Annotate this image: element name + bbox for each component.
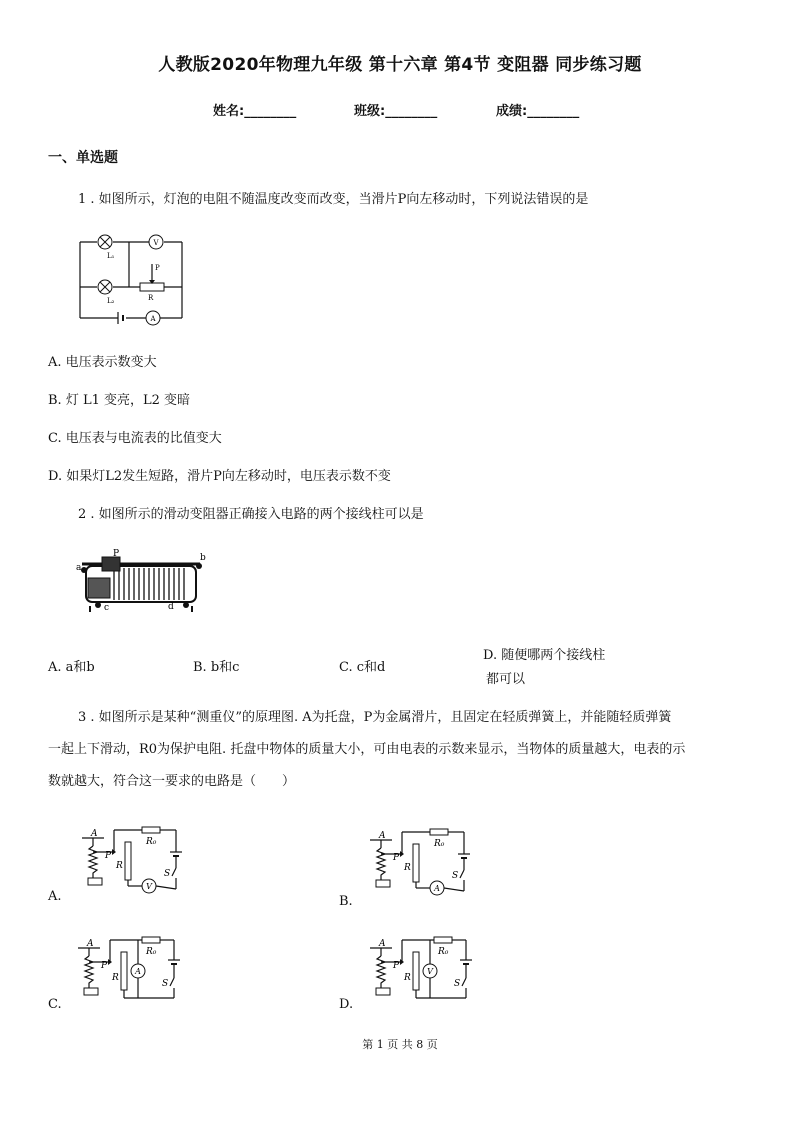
svg-text:R₀: R₀ xyxy=(146,837,157,847)
q3-figure-b xyxy=(364,824,474,899)
svg-text:V: V xyxy=(146,882,152,891)
q3-figure-d xyxy=(364,934,476,1006)
svg-text:S: S xyxy=(162,979,169,989)
label-p: P xyxy=(155,264,160,272)
q2-option-a: A. a和b xyxy=(48,660,95,675)
svg-text:P: P xyxy=(105,851,112,861)
q2-option-c: C. c和d xyxy=(339,660,386,675)
question-1-text: 1 . 如图所示，灯泡的电阻不随温度改变而改变，当滑片P向左移动时，下列说法错误的是 xyxy=(78,192,589,207)
svg-text:R: R xyxy=(404,973,411,983)
terminal-a-label: a xyxy=(76,563,82,573)
terminal-b-label: b xyxy=(200,553,206,563)
q2-option-d-cont: 都可以 xyxy=(486,672,526,687)
svg-text:S: S xyxy=(454,979,461,989)
svg-text:A: A xyxy=(91,829,98,839)
q2-option-b: B. b和c xyxy=(193,660,240,675)
q1-circuit-diagram xyxy=(74,232,186,328)
svg-text:R₀: R₀ xyxy=(438,947,449,957)
voltmeter-label: V xyxy=(153,239,159,247)
score-field: 成绩:________ xyxy=(496,104,580,119)
name-field: 姓名:________ xyxy=(213,104,297,119)
svg-text:P: P xyxy=(393,853,400,863)
svg-text:A: A xyxy=(87,939,94,949)
page-footer: 第 1 页 共 8 页 xyxy=(362,1038,438,1051)
svg-text:A: A xyxy=(379,831,386,841)
svg-text:P: P xyxy=(101,961,108,971)
rheostat-symbol xyxy=(140,283,164,291)
terminal-d-label: d xyxy=(168,602,174,612)
svg-text:A: A xyxy=(135,967,141,976)
question-2-text: 2 . 如图所示的滑动变阻器正确接入电路的两个接线柱可以是 xyxy=(78,507,424,522)
lamp-l2 xyxy=(98,280,112,294)
question-3-line-3: 数就越大，符合这一要求的电路是（ ） xyxy=(48,774,296,789)
label-r: R xyxy=(148,294,154,302)
q3-option-c: C. xyxy=(48,997,62,1012)
slider-p-label: P xyxy=(113,549,120,559)
q2-option-d: D. 随便哪两个接线柱 xyxy=(483,648,606,663)
svg-text:R: R xyxy=(112,973,119,983)
section-heading: 一、单选题 xyxy=(48,150,118,166)
lamp-l1 xyxy=(98,235,112,249)
q3-option-d: D. xyxy=(339,997,354,1012)
q2-rheostat-picture xyxy=(72,548,212,618)
label-l2: L₂ xyxy=(107,297,115,305)
svg-text:S: S xyxy=(164,869,171,879)
svg-text:R₀: R₀ xyxy=(146,947,157,957)
q1-option-c: C. 电压表与电流表的比值变大 xyxy=(48,431,222,446)
class-field: 班级:________ xyxy=(354,104,438,119)
page-title: 人教版2020年物理九年级 第十六章 第4节 变阻器 同步练习题 xyxy=(158,55,642,75)
svg-text:R₀: R₀ xyxy=(434,839,445,849)
question-3-line-2: 一起上下滑动，R0为保护电阻. 托盘中物体的质量大小，可由电表的示数来显示，当物体的质量越大，电表的示 xyxy=(48,742,686,757)
q3-option-a: A. xyxy=(48,889,62,904)
question-3-line-1: 3 . 如图所示是某种“测重仪”的原理图. A为托盘，P为金属滑片，且固定在轻质弹簧上，并能随轻质弹簧 xyxy=(78,710,672,725)
svg-text:P: P xyxy=(393,961,400,971)
q3-option-b: B. xyxy=(339,894,353,909)
svg-text:A: A xyxy=(379,939,386,949)
terminal-c-label: c xyxy=(104,603,110,613)
q1-option-b: B. 灯 L1 变亮，L2 变暗 xyxy=(48,393,191,408)
q1-option-d: D. 如果灯L2发生短路，滑片P向左移动时，电压表示数不变 xyxy=(48,469,391,484)
q3-figure-a xyxy=(76,822,186,897)
q1-option-a: A. 电压表示数变大 xyxy=(48,355,157,370)
svg-text:R: R xyxy=(116,861,123,871)
label-l1: L₁ xyxy=(107,252,115,260)
svg-text:A: A xyxy=(434,884,440,893)
svg-text:V: V xyxy=(427,967,433,976)
ammeter-label: A xyxy=(150,315,156,323)
svg-text:S: S xyxy=(452,871,459,881)
svg-text:R: R xyxy=(404,863,411,873)
q3-figure-c xyxy=(72,934,184,1006)
